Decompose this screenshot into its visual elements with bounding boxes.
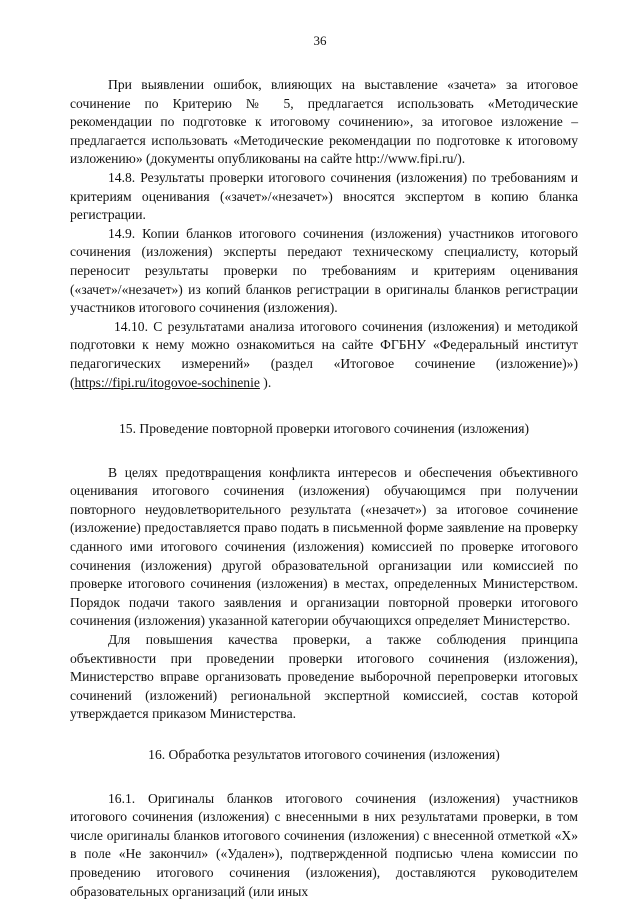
section-15-paragraph-1: В целях предотвращения конфликта интересов и обеспечения объективного оценивания итогового сочинения (изложения) обучающимся при получении повторного неудовлетворительного результата («незачет») за итоговое сочинение (изложение) предоставляется право подать в письменной форме заявление на проверку сданного ими итогового сочинения (изложения) комиссией по проверке итогового сочинения (изложения) другой образовательной организации или комиссией по проверке итогового сочинения (изложения) в местах, определенных Министерством. Порядок подачи такого заявления и организации повторной проверки итогового сочинения (изложения) указанной категории обучающихся определяет Министерство. [70,464,578,629]
paragraph-14-9: 14.9. Копии бланков итогового сочинения (изложения) участников итогового сочинения (изложения) эксперты передают техническому специалисту, который переносит результаты проверки по требованиям и критериям оценивания («зачет»/«незачет») из копий бланков регистрации в оригиналы бланков регистрации участников итогового сочинения (изложения). [70,225,578,316]
section-16-heading: 16. Обработка результатов итогового сочинения (изложения) [148,747,500,762]
paragraph-14-10-text: 14.10. С результатами анализа итогового сочинения (изложения) и методикой подготовки к нему можно ознакомиться на сайте ФГБНУ «Федеральный институт педагогических измерений» (раздел «Итоговое сочинение (изложение)») ( [70,318,578,390]
section-15-heading: 15. Проведение повторной проверки итогового сочинения (изложения) [118,421,529,437]
paragraph-14-8: 14.8. Результаты проверки итогового сочинения (изложения) по требованиям и критериям оценивания («зачет»/«незачет») вносятся экспертом в копию бланка регистрации. [70,169,578,223]
fipi-link[interactable]: https://fipi.ru/itogovoe-sochinenie [74,374,260,390]
page-number: 36 [313,33,327,48]
paragraph-14-10-suffix: ). [259,374,272,390]
section-15-paragraph-2: Для повышения качества проверки, а также соблюдения принципа объективности при проведении проверки итогового сочинения (изложения), Министерство вправе организовать проведение выборочной перепроверки итоговых сочинений (изложений) региональной экспертной комиссией, состав которой утверждается приказом Министерства. [70,632,578,722]
document-body [70,76,578,901]
section-16-paragraph-1: 16.1. Оригиналы бланков итогового сочинения (изложения) участников итогового сочинения (изложения) с внесенными в них результатами проверки, в том числе оригиналы бланков итогового сочинения (изложения) с внесенной отметкой «X» в поле «Не закончил» («Удален»), подтвержденной подписью члена комиссии по проведению итогового сочинения (изложения), доставляются руководителем образовательных организаций (или иных [70,790,578,899]
paragraph-errors-criterion-5: При выявлении ошибок, влияющих на выставление «зачета» за итоговое сочинение по Критерию № 5, предлагается использовать «Методические рекомендации по подготовке к итоговому сочинению», за итоговое изложение – предлагается использовать «Методические рекомендации по подготовке к итоговому изложению» (документы опубликованы на сайте http://www.fipi.ru/). [70,77,578,167]
paragraph-14-10 [70,318,578,392]
